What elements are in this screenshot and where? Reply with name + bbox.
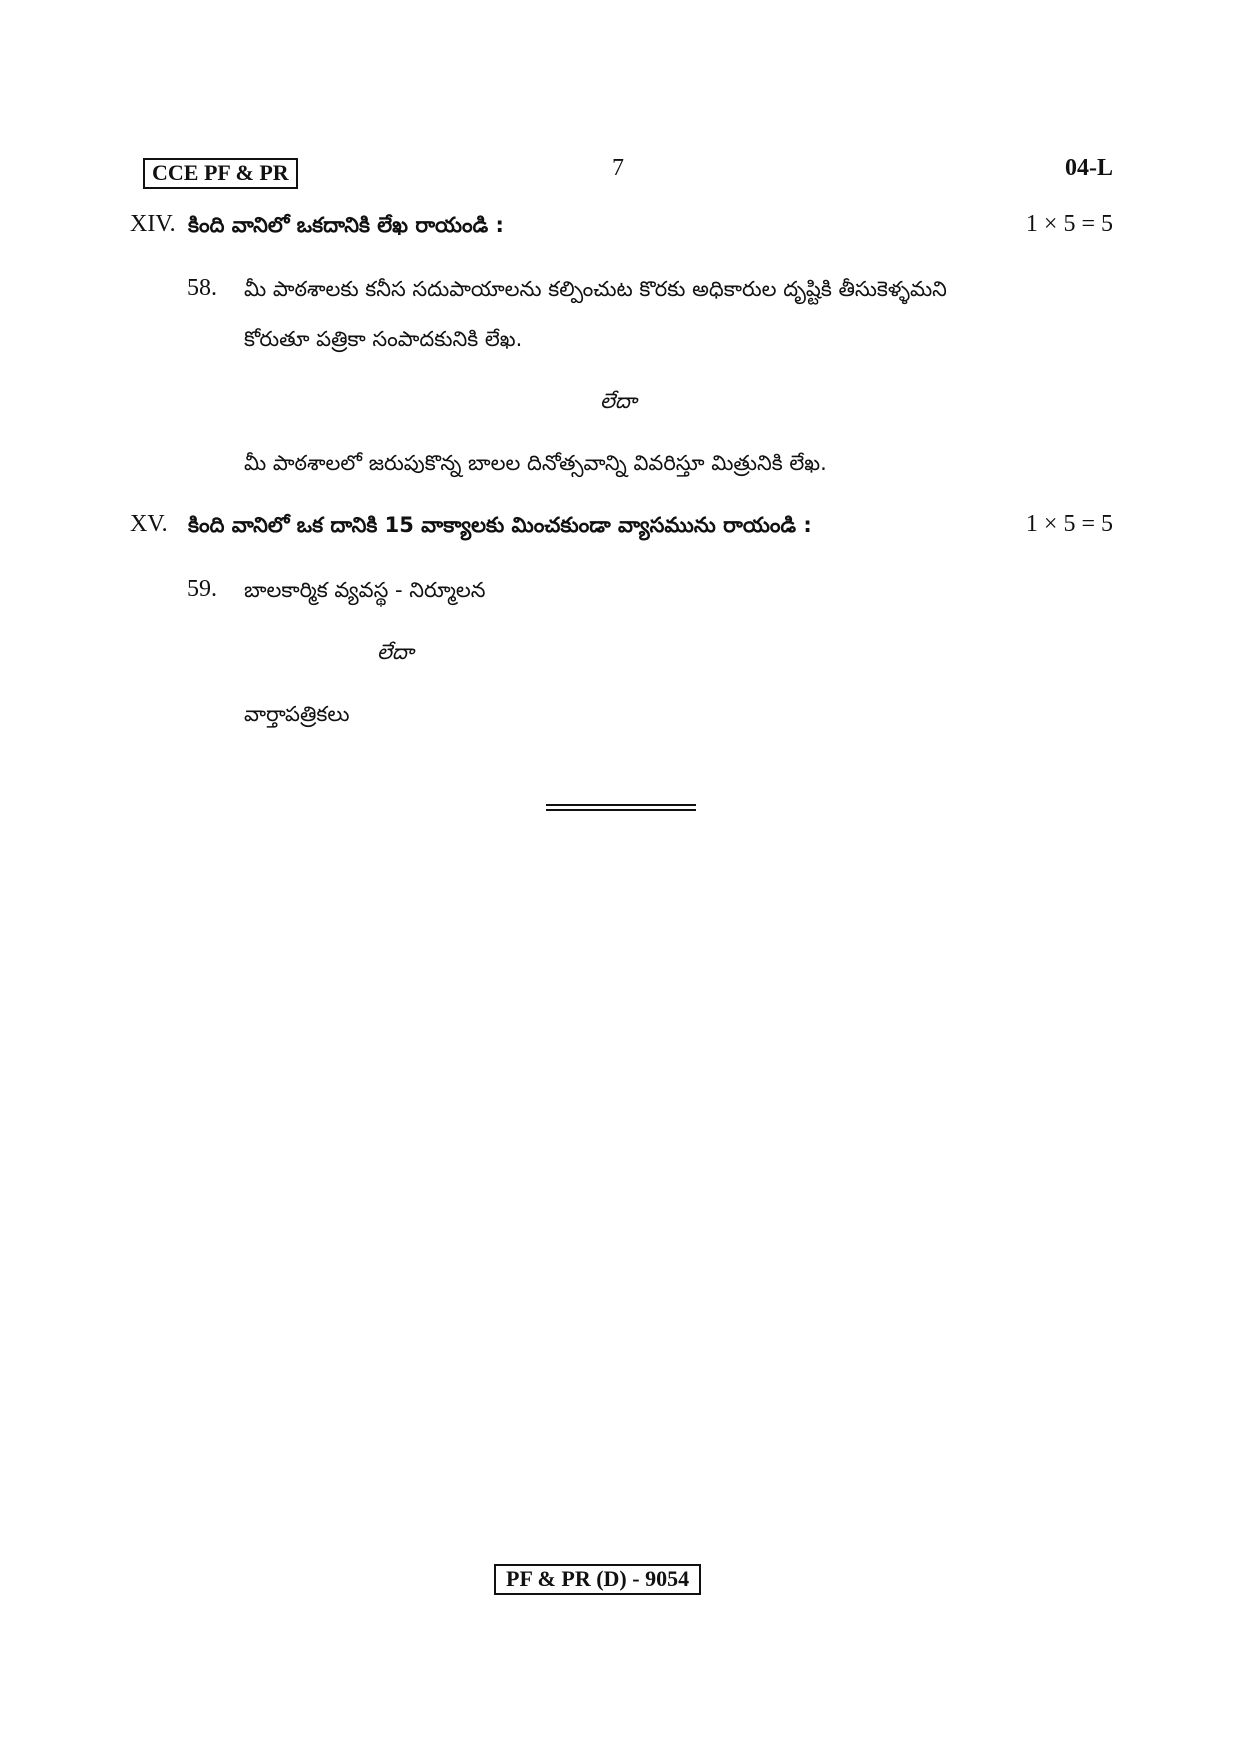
section-number-xv: XV.: [130, 511, 168, 537]
section-instruction-xiv: కింది వానిలో ఒకదానికి లేఖ రాయండి :: [188, 213, 504, 237]
question-59-option1: బాలకార్మిక వ్యవస్థ - నిర్మూలన: [244, 578, 486, 602]
header-code-box: CCE PF & PR: [143, 158, 298, 189]
paper-code: 04-L: [1065, 155, 1113, 181]
question-58-option1-line2: కోరుతూ పత్రికా సంపాదకునికి లేఖ.: [244, 327, 523, 351]
question-58-option1-line1: మీ పాఠశాలకు కనీస సదుపాయాలను కల్పించుట కొరకు అధికారుల దృష్టికి తీసుకెళ్ళమని: [244, 277, 947, 301]
question-number-58: 58.: [187, 275, 217, 301]
page-number: 7: [612, 155, 624, 181]
section-marks-xiv: 1 × 5 = 5: [1025, 211, 1113, 237]
section-number-xiv: XIV.: [130, 211, 176, 237]
footer-code-box: PF & PR (D) - 9054: [494, 1564, 701, 1595]
or-label-58: లేదా: [600, 389, 637, 413]
question-59-option2: వార్తాపత్రికలు: [244, 702, 350, 726]
or-label-59: లేదా: [377, 640, 414, 664]
question-58-option2: మీ పాఠశాలలో జరుపుకొన్న బాలల దినోత్సవాన్ని వివరిస్తూ మిత్రునికి లేఖ.: [244, 451, 827, 475]
question-number-59: 59.: [187, 576, 217, 602]
end-of-paper-double-rule: [546, 804, 696, 811]
section-marks-xv: 1 × 5 = 5: [1025, 511, 1113, 537]
section-instruction-xv: కింది వానిలో ఒక దానికి 15 వాక్యాలకు మించకుండా వ్యాసమును రాయండి :: [188, 513, 812, 537]
